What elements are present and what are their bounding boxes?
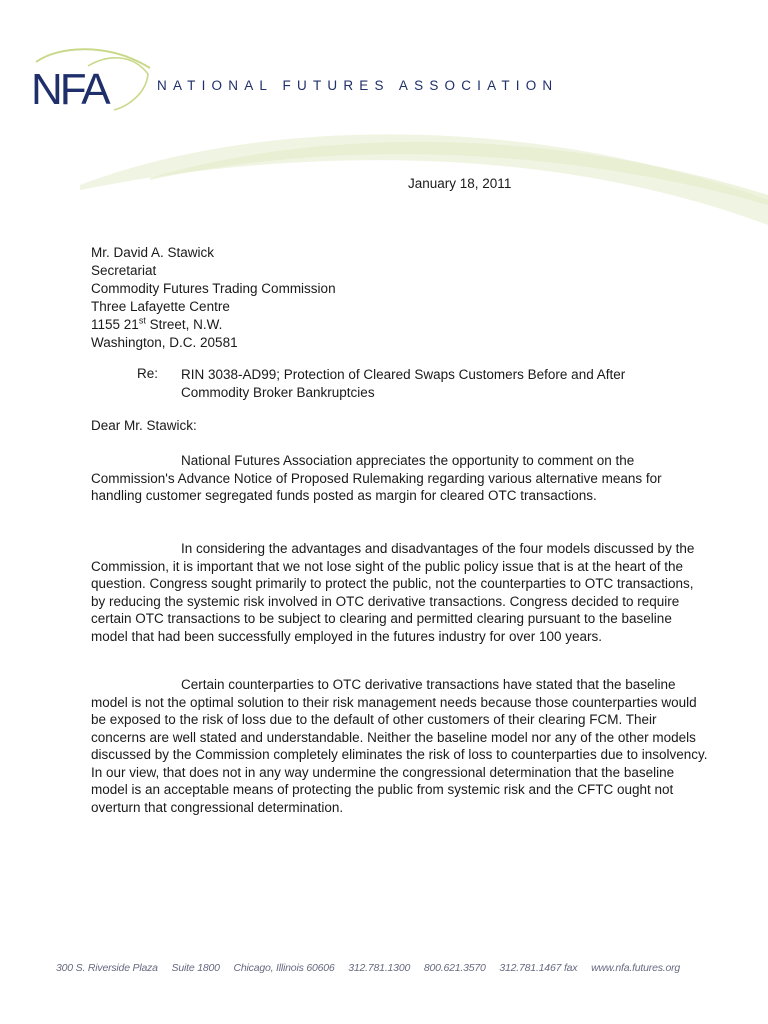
recipient-street: 1155 21st Street, N.W. (91, 315, 223, 332)
footer-fax: 312.781.1467 fax (499, 962, 578, 974)
nfa-logo (28, 44, 154, 114)
recipient-name: Mr. David A. Stawick (91, 245, 215, 260)
recipient-org: Commodity Futures Trading Commission (91, 281, 336, 296)
footer-address: 300 S. Riverside Plaza (56, 962, 158, 974)
organization-name: NATIONAL FUTURES ASSOCIATION (157, 78, 559, 93)
recipient-address (91, 244, 336, 352)
salutation: Dear Mr. Stawick: (91, 418, 197, 433)
body-paragraph-2: In considering the advantages and disadvantages of the four models discussed by the Commission, it is important that we not lose sight of the public policy issue that is at the heart of the question. Congress sought primarily to protect the public, not the counterparties to OTC transactions, by reducing the systemic risk involved in OTC derivative transactions. Congress decided to require certain OTC transactions to be subject to clearing and permitted clearing pursuant to the baseline model that had been successfully employed in the futures industry for over 100 years. (91, 541, 695, 644)
footer-city: Chicago, Illinois 60606 (233, 962, 335, 974)
body-paragraph-1: National Futures Association appreciates the opportunity to comment on the Commission's Advance Notice of Proposed Rulemaking regarding various alternative means for handling customer segregated funds posted as margin for cleared OTC transactions. (91, 453, 662, 503)
re-line-1: RIN 3038-AD99; Protection of Cleared Swaps Customers Before and After (181, 367, 626, 382)
re-subject (181, 366, 701, 401)
recipient-title: Secretariat (91, 263, 157, 278)
re-line-2: Commodity Broker Bankruptcies (181, 384, 375, 400)
body-paragraph-3: Certain counterparties to OTC derivative transactions have stated that the baseline model is not the optimal solution to their risk management needs because those counterparties would be exposed to the risk of loss due to the default of other customers of their clearing FCM. Their concerns are well stated and understandable. Neither the baseline model nor any of the other models discussed by the Commission completely eliminates the risk of loss to counterparties due to insolvency. In our view, that does not in any way undermine the congressional determination that the baseline model is an acceptable means of protecting the public from systemic risk and the CFTC ought not overturn that congressional determination. (91, 677, 708, 815)
footer-web[interactable]: www.nfa.futures.org (591, 962, 681, 974)
letterhead-footer (56, 962, 691, 974)
footer-tollfree: 800.621.3570 (423, 962, 486, 974)
re-label: Re: (137, 366, 159, 381)
letter-date: January 18, 2011 (408, 176, 512, 191)
recipient-building: Three Lafayette Centre (91, 299, 230, 314)
letterhead-swoosh (0, 0, 768, 260)
logo-text: NFA (31, 65, 108, 114)
footer-suite: Suite 1800 (171, 962, 220, 974)
footer-phone: 312.781.1300 (348, 962, 411, 974)
recipient-city: Washington, D.C. 20581 (91, 335, 238, 350)
